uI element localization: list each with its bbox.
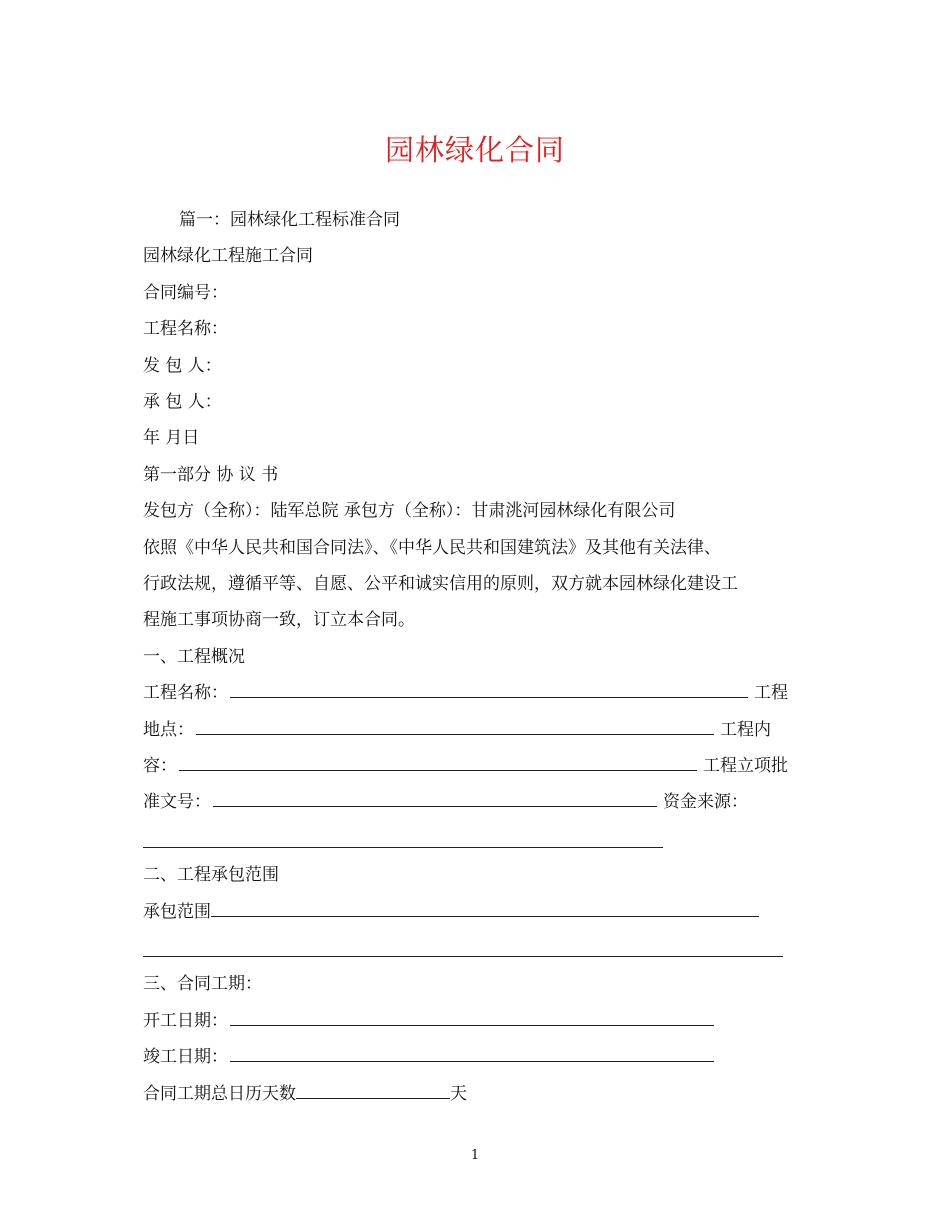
total-days-unit: 天 [450,1084,467,1104]
contract-name: 园林绿化工程施工合同 [143,246,313,266]
intro-line-3: 程施工事项协商一致，订立本合同。 [143,610,415,630]
intro-line-1: 依照《中华人民共和国合同法》、《中华人民共和国建筑法》及其他有关法律、 [143,538,721,558]
content-blank[interactable] [179,754,697,771]
approval-no-field-label: 准文号： [143,792,211,812]
project-name-blank[interactable] [230,681,748,698]
sec3-heading: 三、合同工期： [143,974,262,994]
location-field-label: 地点： [143,720,194,740]
start-date-label: 开工日期： [143,1011,228,1031]
sec1-line-2 [143,718,771,742]
funding-source-blank[interactable] [143,846,663,848]
total-days-label: 合同工期总日历天数 [143,1084,296,1104]
scope-label: 承包范围 [143,902,211,922]
contract-no-label: 合同编号： [143,283,228,303]
sec1-line-4 [143,790,748,814]
intro-line-2: 行政法规，遵循平等、自愿、公平和诚实信用的原则，双方就本园林绿化建设工 [143,574,738,594]
total-days-line [143,1082,467,1106]
sec1-line-2-tail: 工程内 [720,720,771,740]
project-name-field-label: 工程名称： [143,683,228,703]
employer-label: 发 包 人： [143,356,222,376]
sec1-line-3-tail: 工程立项批 [703,756,788,776]
end-date-label: 竣工日期： [143,1047,228,1067]
date-line: 年 月日 [143,428,200,448]
parties-line: 发包方（全称）：陆军总院 承包方（全称）：甘肃洮河园林绿化有限公司 [143,501,676,521]
part-one-heading: 第一部分 协 议 书 [143,465,279,485]
sec1-line-1 [143,681,788,705]
project-name-label: 工程名称： [143,319,228,339]
scope-blank[interactable] [211,900,759,917]
document-title: 园林绿化合同 [384,133,565,167]
end-date-blank[interactable] [230,1045,714,1062]
content-field-label: 容： [143,756,177,776]
approval-no-blank[interactable] [213,790,657,807]
page-number: 1 [470,1148,480,1163]
sec1-line-4-tail: 资金来源： [663,792,748,812]
sec2-line-1 [143,900,765,924]
contractor-label: 承 包 人： [143,392,222,412]
scope-blank-2[interactable] [143,955,783,957]
section-heading: 篇一：园林绿化工程标准合同 [179,210,400,230]
start-date-line [143,1009,720,1033]
sec1-heading: 一、工程概况 [143,647,245,667]
start-date-blank[interactable] [230,1009,714,1026]
sec2-heading: 二、工程承包范围 [143,865,279,885]
sec1-line-3 [143,754,788,778]
end-date-line [143,1045,720,1069]
location-blank[interactable] [196,718,714,735]
sec1-line-1-tail: 工程 [754,683,788,703]
total-days-blank[interactable] [296,1082,450,1099]
